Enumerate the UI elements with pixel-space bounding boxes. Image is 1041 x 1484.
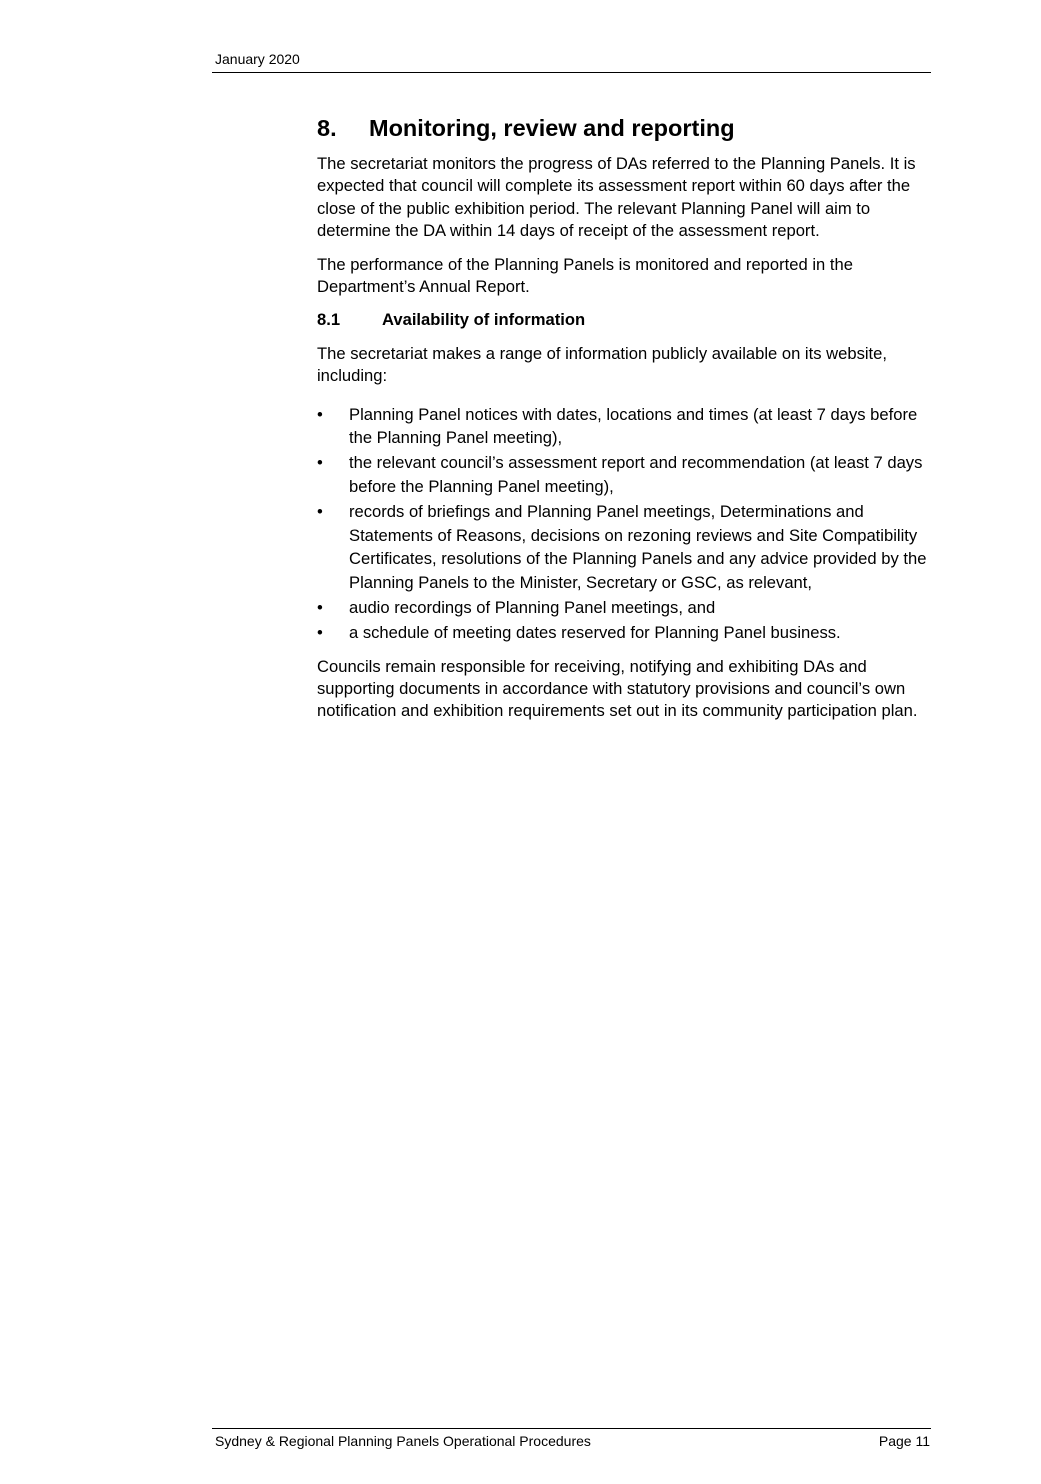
section-title: Monitoring, review and reporting <box>369 115 735 141</box>
bullet-icon: • <box>317 404 323 424</box>
list-item-text: a schedule of meeting dates reserved for Planning Panel business. <box>349 622 841 642</box>
paragraph-performance: The performance of the Planning Panels is monitored and reported in the Department’s Annual Report. <box>317 254 853 297</box>
list-item <box>317 621 933 645</box>
list-item-text: Planning Panel notices with dates, locations and times (at least 7 days before the Planning Panel meeting), <box>349 404 918 448</box>
subsection-heading <box>317 309 933 331</box>
paragraph-monitoring: The secretariat monitors the progress of DAs referred to the Planning Panels. It is expected that council will complete its assessment report within 60 days after the close of the public exhibition period. The relevant Planning Panel will aim to determine the DA within 14 days of receipt of the assessment report. <box>317 154 916 241</box>
page-number: Page 11 <box>878 1433 930 1449</box>
paragraph-councils: Councils remain responsible for receiving, notifying and exhibiting DAs and supporting documents in accordance with statutory provisions and council’s own notification and exhibition requirements set out in its community participation plan. <box>317 656 918 721</box>
section-heading <box>317 112 933 144</box>
bullet-list <box>317 403 933 645</box>
list-item <box>317 403 933 451</box>
footer-title: Sydney & Regional Planning Panels Operational Procedures <box>215 1433 591 1449</box>
subsection-title: Availability of information <box>382 310 586 330</box>
section-number: 8. <box>317 115 337 141</box>
paragraph-intro: The secretariat makes a range of information publicly available on its website, including: <box>317 343 888 386</box>
page-footer <box>212 1428 931 1455</box>
list-item-text: the relevant council’s assessment report and recommendation (at least 7 days before the Planning Panel meeting), <box>349 453 923 497</box>
bullet-icon: • <box>317 622 323 642</box>
header-date: January 2020 <box>215 51 300 67</box>
page-header <box>212 48 931 73</box>
bullet-icon: • <box>317 453 323 473</box>
list-item-text: audio recordings of Planning Panel meetings, and <box>349 598 716 618</box>
bullet-icon: • <box>317 598 323 618</box>
page-content <box>317 112 933 734</box>
list-item <box>317 451 933 499</box>
bullet-icon: • <box>317 501 323 521</box>
list-item <box>317 596 933 620</box>
list-item-text: records of briefings and Planning Panel meetings, Determinations and Statements of Reasons, decisions on rezoning reviews and Site Compatibility Certificates, resolutions of the Planning Panels and any advice provided by the Planning Panels to the Minister, Secretary or GSC, as relevant, <box>349 501 927 593</box>
list-item <box>317 500 933 595</box>
subsection-number: 8.1 <box>317 310 341 330</box>
